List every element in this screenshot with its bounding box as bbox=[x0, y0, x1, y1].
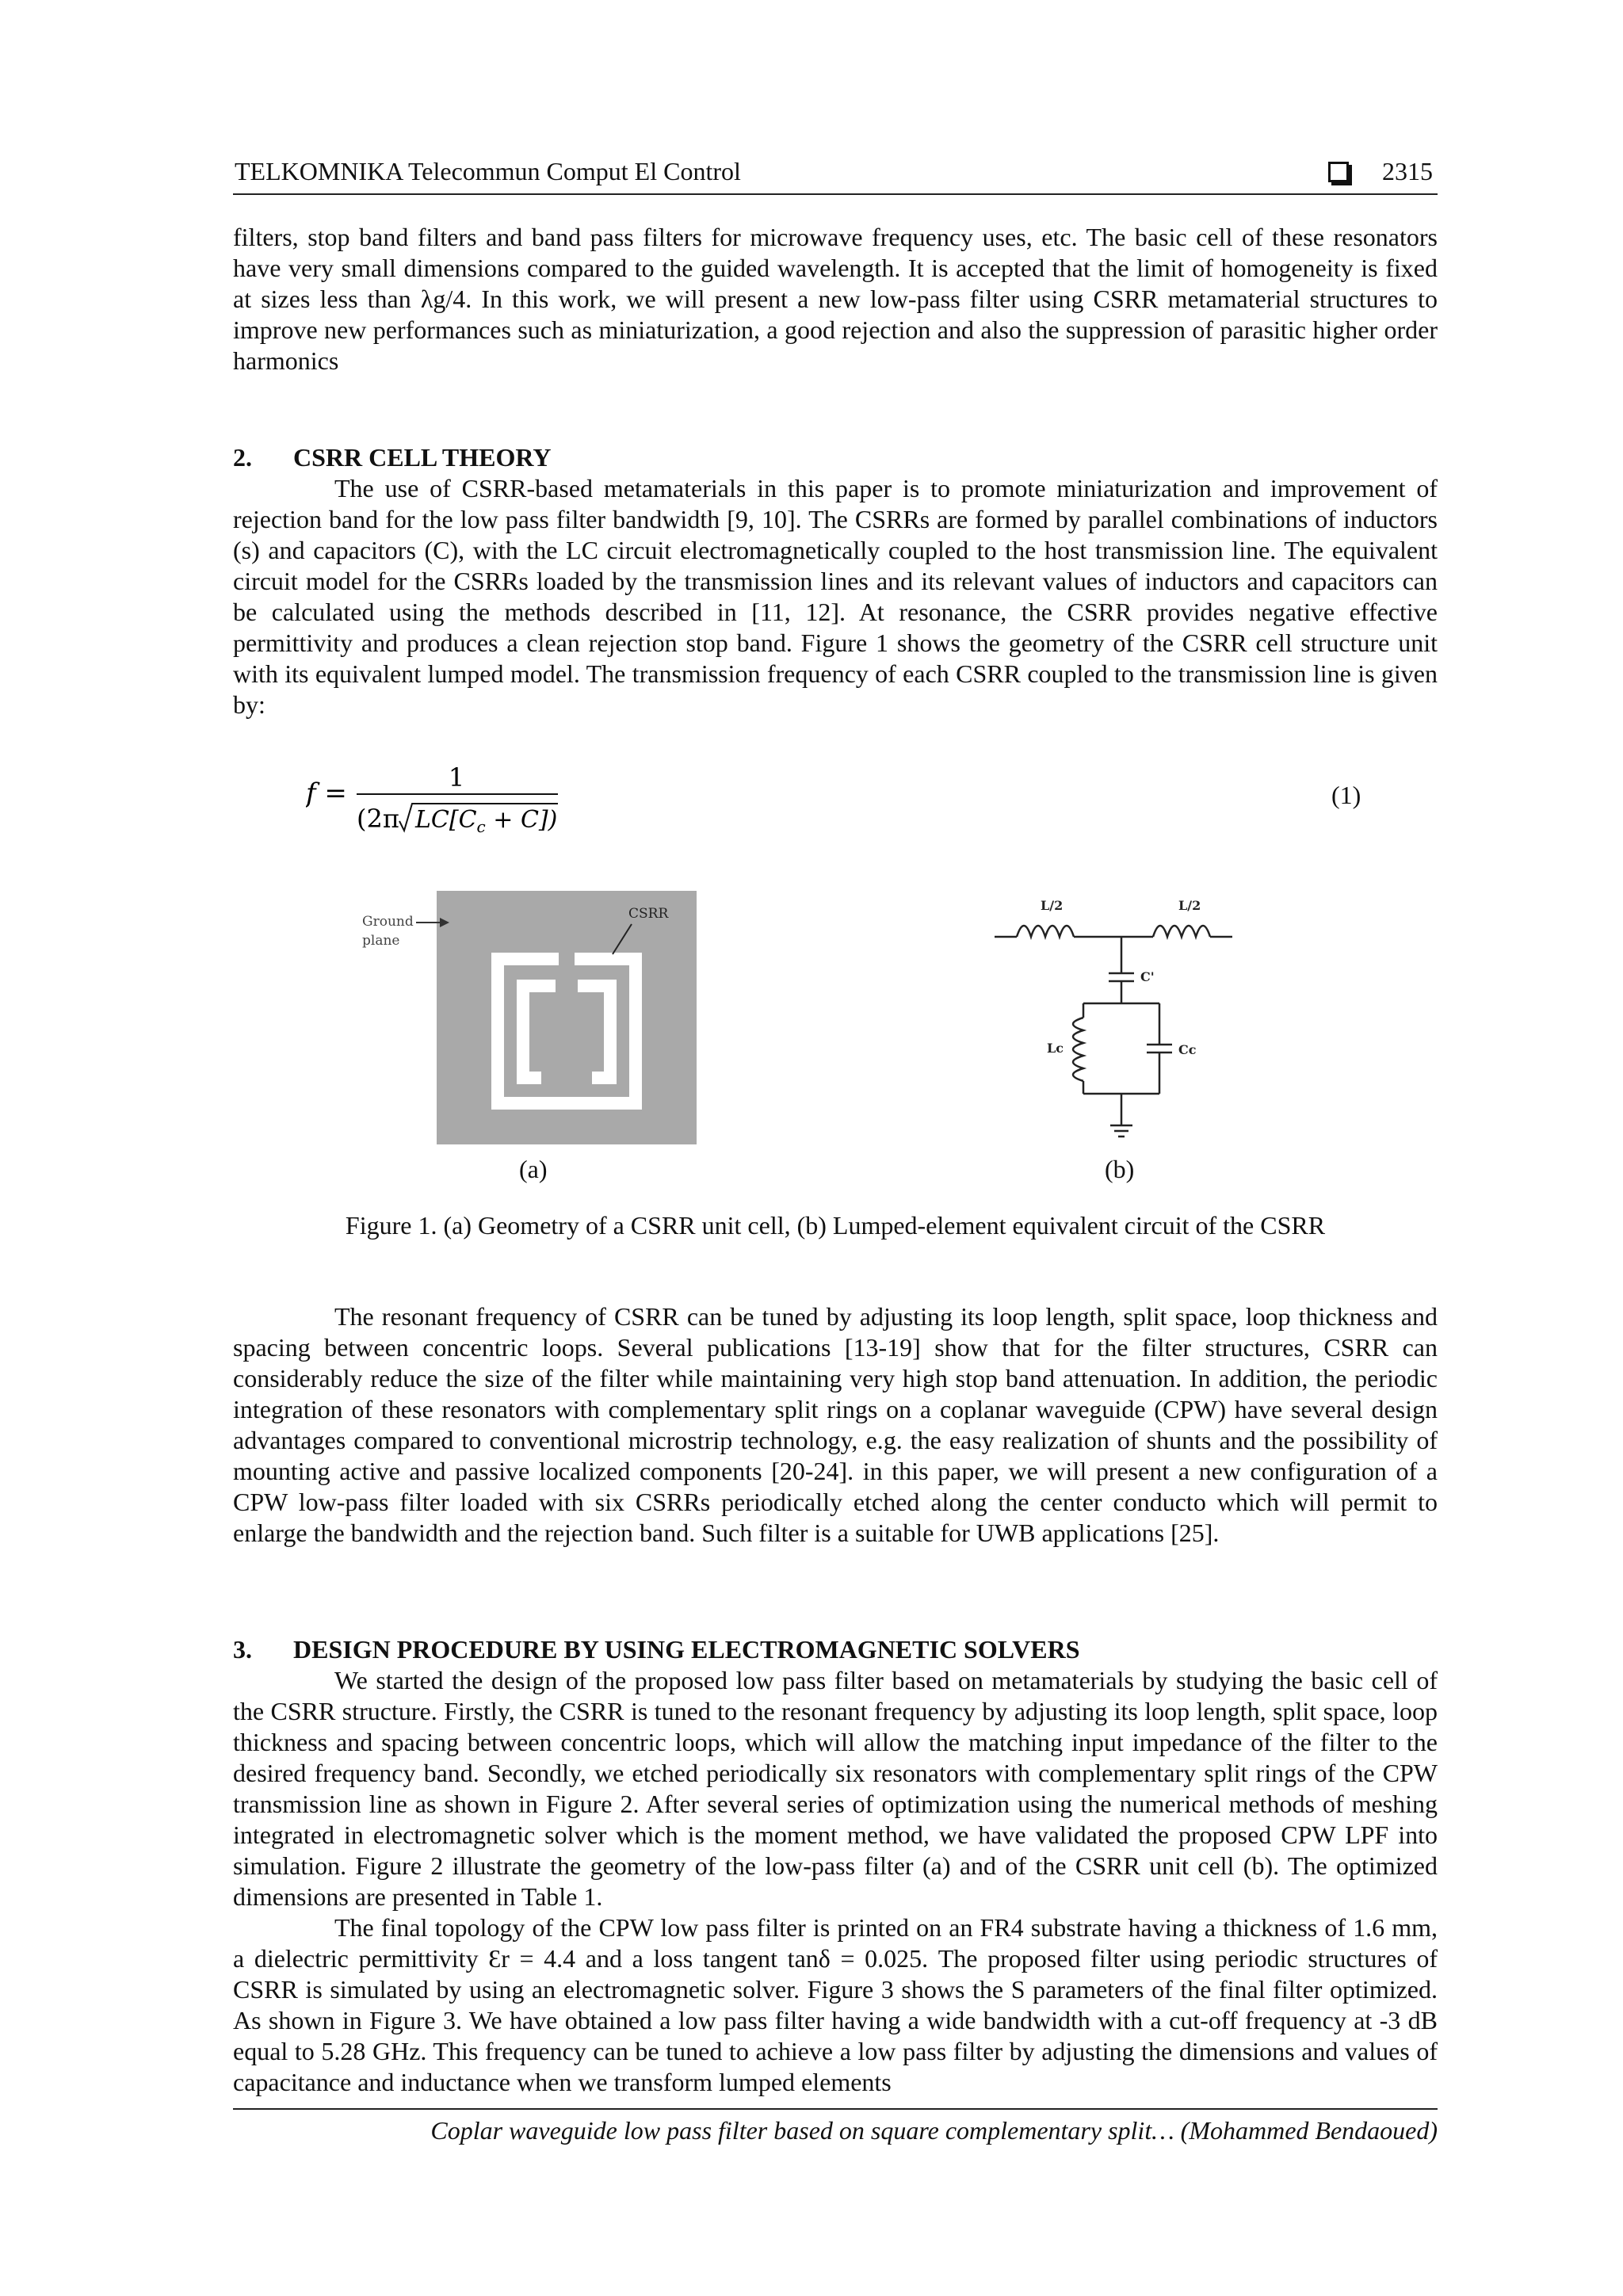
label-c-prime: C' bbox=[1140, 969, 1155, 984]
equation-radicand: $LC[C_c + C]$) bbox=[415, 806, 558, 836]
inner-split bbox=[556, 980, 578, 992]
figure-1a-label: (a) bbox=[519, 1155, 548, 1183]
equation-graphic bbox=[306, 755, 591, 850]
lumped-circuit-diagram bbox=[995, 891, 1280, 1160]
section-number: 3. bbox=[233, 1635, 252, 1664]
csrr-unit-cell-diagram bbox=[361, 891, 709, 1160]
inductor-left bbox=[1017, 926, 1074, 937]
label-lc: Lc bbox=[1047, 1041, 1064, 1056]
inductor-right bbox=[1153, 926, 1210, 937]
figure-1b-equivalent-circuit bbox=[995, 891, 1280, 1164]
figure-1b-label: (b) bbox=[1105, 1155, 1135, 1183]
equation-number: (1) bbox=[1331, 781, 1361, 809]
running-footer: Coplar waveguide low pass filter based on square complementary split… (Mohammed Bendaoued) bbox=[430, 2116, 1438, 2145]
section-2-heading bbox=[233, 442, 551, 473]
intro-paragraph: filters, stop band filters and band pass filters for microwave frequency uses, etc. The basic cell of these resonators have very small dimensions compared to the guided wavelength. It is accepted that the limit of homogeneity is fixed at sizes less than λg/4. In this work, we will present a new low-pass filter using CSRR metamaterial structures to improve new performances such as miniaturization, a good rejection and also the suppression of parasitic higher order harmonics bbox=[233, 223, 1438, 375]
section-3-paragraph-2: The final topology of the CPW low pass filter is printed on an FR4 substrate having a thickness of 1.6 mm, a dielectric permittivity Ɛr = 4.4 and a loss tangent tanδ = 0.025. The proposed filter using periodic structures of CSRR is simulated by using an electromagnetic solver. Figure 3 shows the S parameters of the final filter optimized. As shown in Figure 3. We have obtained a low pass filter having a wide bandwidth with a cut-off frequency at -3 dB equal to 5.28 GHz. This frequency can be tuned to achieve a low pass filter by adjusting the dimensions and values of capacitance and inductance when we transform lumped elements bbox=[233, 1913, 1438, 2096]
equation-lhs: f = bbox=[306, 777, 347, 809]
section-2-paragraph-1: The use of CSRR-based metamaterials in this paper is to promote miniaturization and improvement of rejection band for the low pass filter bandwidth [9, 10]. The CSRRs are formed by parallel combinations of inductors (s) and capacitors (C), with the LC circuit electromagnetically coupled to the host transmission line. The equivalent circuit model for the CSRRs loaded by the transmission lines and its relevant values of inductors and capacitors can be calculated using the methods described in [11, 12]. At resonance, the CSRR provides negative effective permittivity and produces a clean rejection stop band. Figure 1 shows the geometry of the CSRR cell structure unit with its equivalent lumped model. The transmission frequency of each CSRR coupled to the transmission line is given by: bbox=[233, 474, 1438, 719]
equation-1 bbox=[306, 755, 591, 850]
label-ground: Ground bbox=[362, 914, 414, 930]
label-l2-left: L/2 bbox=[1041, 898, 1064, 913]
capacitor-cc bbox=[1147, 1045, 1172, 1052]
section-2-paragraph-2: The resonant frequency of CSRR can be tuned by adjusting its loop length, split space, loop thickness and spacing between concentric loops. Several publications [13-19] show that for the filter structures, CSRR can considerably reduce the size of the filter while maintaining very high stop band attenuation. In addition, the periodic integration of these resonators with complementary split rings on a coplanar waveguide (CPW) have several design advantages compared to conventional microstrip technology, e.g. the easy realization of shunts and the possibility of mounting active and passive localized components [20-24]. in this paper, we will present a new configuration of a CPW low-pass filter loaded with six CSRRs periodically etched along the center conducto which will permit to enlarge the bandwidth and the rejection band. Such filter is a suitable for UWB applications [25]. bbox=[233, 1302, 1438, 1547]
section-3-paragraph-1: We started the design of the proposed low pass filter based on metamaterials by studying the basic cell of the CSRR structure. Firstly, the CSRR is tuned to the resonant frequency by adjusting its loop length, split space, loop thickness and spacing between concentric loops, which will allow the matching input impedance of the filter to the desired frequency band. Secondly, we etched periodically six resonators with complementary split rings of the CPW transmission line as shown in Figure 2. After several series of optimization using the numerical methods of meshing integrated in electromagnetic solver which is the moment method, we have validated the proposed CPW LPF into simulation. Figure 2 illustrate the geometry of the low-pass filter (a) and of the CSRR unit cell (b). The optimized dimensions are presented in Table 1. bbox=[233, 1666, 1438, 1911]
label-csrr: CSRR bbox=[628, 906, 669, 922]
label-plane: plane bbox=[362, 933, 400, 949]
capacitor-c bbox=[1109, 973, 1134, 981]
section-number: 2. bbox=[233, 443, 252, 472]
footer-rule bbox=[233, 2108, 1438, 2110]
label-l2-right: L/2 bbox=[1178, 898, 1201, 913]
inductor-lc bbox=[1073, 1018, 1083, 1081]
running-header bbox=[233, 155, 1438, 195]
journal-name: TELKOMNIKA Telecommun Comput El Control bbox=[235, 157, 741, 185]
section-title: DESIGN PROCEDURE BY USING ELECTROMAGNETIC SOLVERS bbox=[293, 1635, 1080, 1664]
square-bullet-icon bbox=[1328, 162, 1349, 182]
section-title: CSRR CELL THEORY bbox=[293, 443, 552, 472]
figure-1-caption: Figure 1. (a) Geometry of a CSRR unit cell, (b) Lumped-element equivalent circuit of the CSRR bbox=[345, 1211, 1326, 1240]
equation-denominator: (2π bbox=[357, 804, 399, 834]
ground-icon bbox=[1110, 1125, 1132, 1137]
section-3-heading bbox=[233, 1634, 1080, 1665]
page-number: 2315 bbox=[1382, 157, 1433, 185]
inner-gap bbox=[542, 992, 591, 1072]
equation-numerator: 1 bbox=[448, 762, 465, 793]
label-cc: Cc bbox=[1178, 1042, 1197, 1057]
figure-1a-csrr-geometry bbox=[361, 891, 709, 1164]
